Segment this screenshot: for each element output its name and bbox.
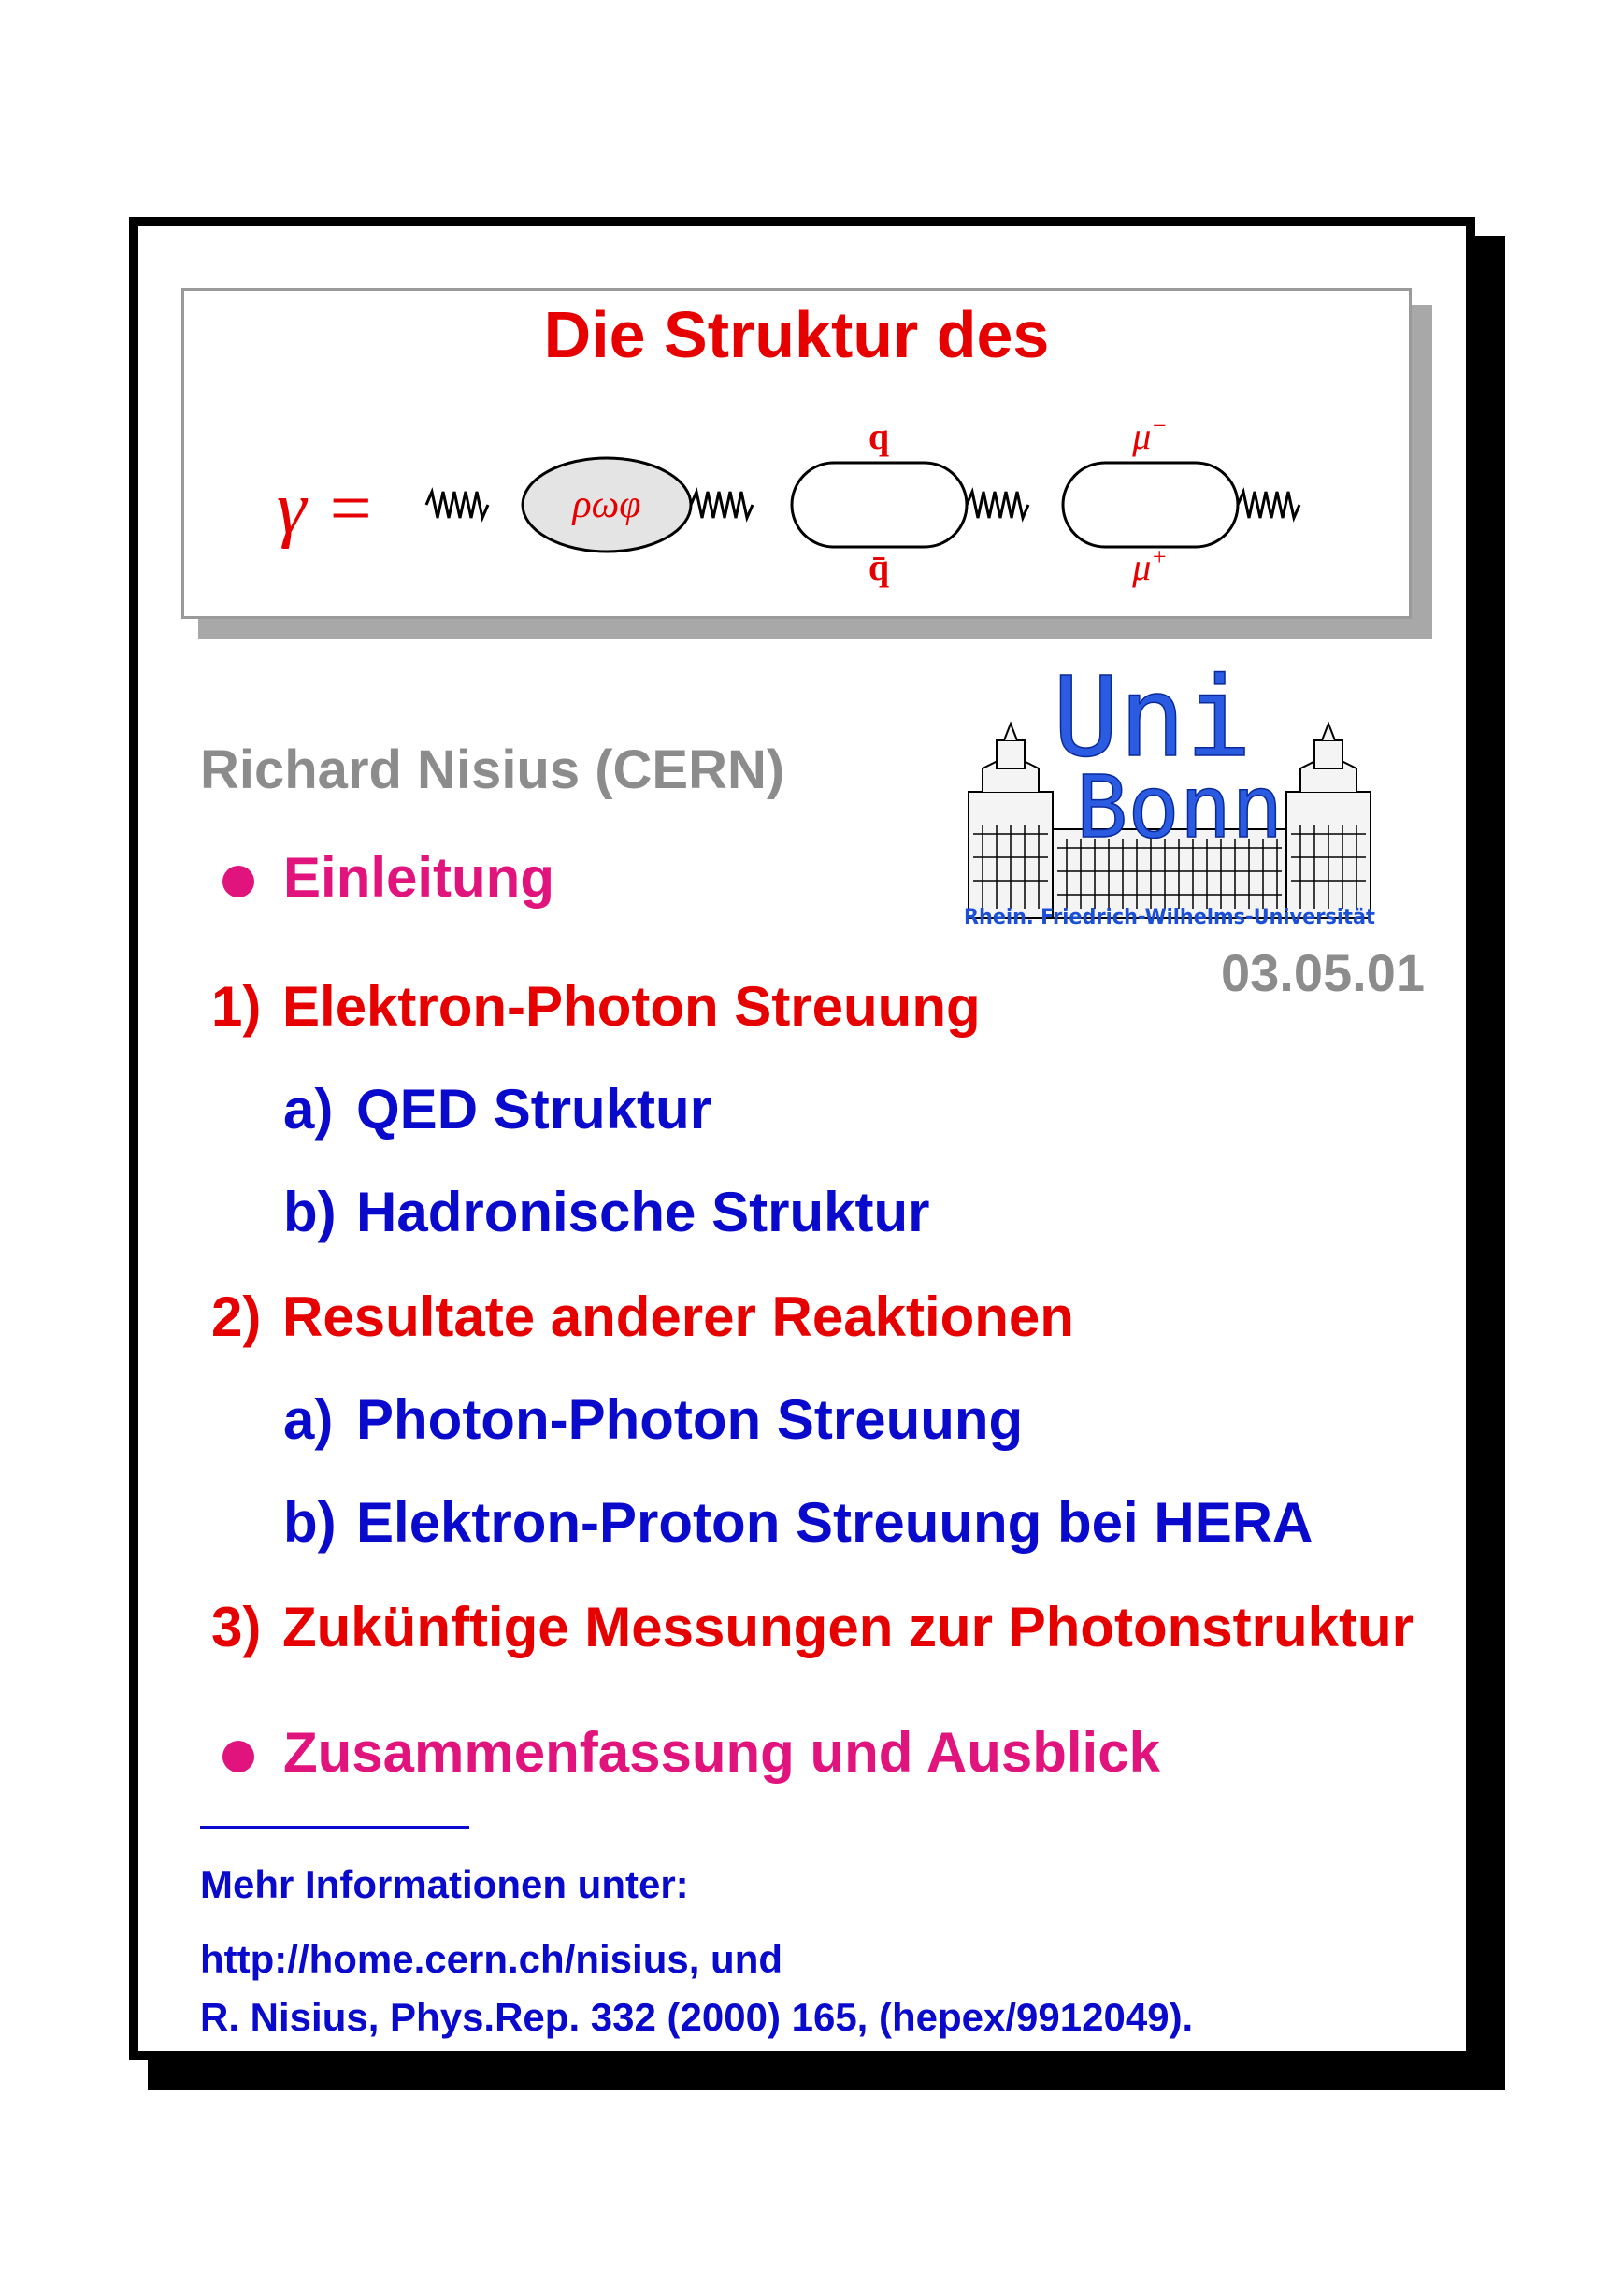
footer-more-info: Mehr Informationen unter: <box>200 1862 689 1906</box>
item-number: 3) <box>211 1596 262 1658</box>
outline-item-3 <box>211 1595 1414 1659</box>
muon-plus-sup: + <box>1151 543 1168 570</box>
item-label: Elektron-Photon Streuung <box>282 975 981 1038</box>
bullet-dot-intro <box>222 866 254 897</box>
outline-intro: Einleitung <box>283 846 554 909</box>
muon-loop <box>1063 463 1238 547</box>
logo-bonn-text: Bonn <box>1076 757 1284 857</box>
photon-structure-diagram <box>181 393 1412 617</box>
item-label: QED Struktur <box>356 1078 712 1141</box>
footer-url: http://home.cern.ch/nisius, und <box>200 1937 783 1981</box>
quark-label-top: q <box>868 415 890 457</box>
item-number: 2) <box>211 1285 262 1348</box>
muon-plus-label <box>1131 543 1168 588</box>
gamma-equals-label: γ = <box>277 467 376 550</box>
vector-meson-label: ρωφ <box>572 483 641 526</box>
photon-line-1 <box>426 492 488 518</box>
item-label: Photon-Photon Streuung <box>356 1388 1024 1451</box>
item-label: Elektron-Proton Streuung bei HERA <box>356 1491 1313 1554</box>
outline-item-1b <box>283 1180 929 1244</box>
item-label: Zukünftige Messungen zur Photonstruktur <box>282 1596 1414 1658</box>
slide-title: Die Struktur des <box>543 298 1050 371</box>
author-name: Richard Nisius (CERN) <box>200 739 785 800</box>
outline-item-2a <box>283 1387 1023 1452</box>
photon-line-3 <box>967 492 1028 518</box>
photon-line-2 <box>691 492 753 518</box>
bullet-dot-outro <box>222 1741 254 1772</box>
item-number: 1) <box>211 975 262 1038</box>
outline-item-2 <box>211 1284 1074 1349</box>
outline-outro: Zusammenfassung und Ausblick <box>283 1721 1160 1784</box>
muon-minus-sup: − <box>1151 412 1168 439</box>
item-letter: b) <box>283 1491 337 1554</box>
item-label: Hadronische Struktur <box>356 1181 930 1243</box>
photon-line-4 <box>1238 492 1299 518</box>
item-letter: a) <box>283 1388 334 1451</box>
uni-bonn-logo <box>959 666 1380 937</box>
logo-caption: Rhein. Friedrich-Wilhelms-Universität <box>964 906 1376 929</box>
muon-minus-label <box>1131 412 1168 457</box>
item-label: Resultate anderer Reaktionen <box>282 1285 1074 1348</box>
quark-loop <box>792 463 967 547</box>
item-letter: a) <box>283 1078 334 1141</box>
item-letter: b) <box>283 1181 337 1243</box>
outline-item-1a <box>283 1077 711 1141</box>
outline-item-2b <box>283 1490 1313 1555</box>
muon-plus-symbol: μ <box>1132 546 1152 588</box>
logo-uni-text: Uni <box>1053 666 1253 782</box>
footer-reference: R. Nisius, Phys.Rep. 332 (2000) 165, (hepex/9912049). <box>200 1995 1194 2039</box>
antiquark-label-bottom: q̄ <box>868 546 890 588</box>
muon-minus-symbol: μ <box>1132 415 1152 457</box>
presentation-date: 03.05.01 <box>1221 943 1425 1002</box>
footnote-separator <box>200 1826 469 1829</box>
outline-item-1 <box>211 974 981 1039</box>
